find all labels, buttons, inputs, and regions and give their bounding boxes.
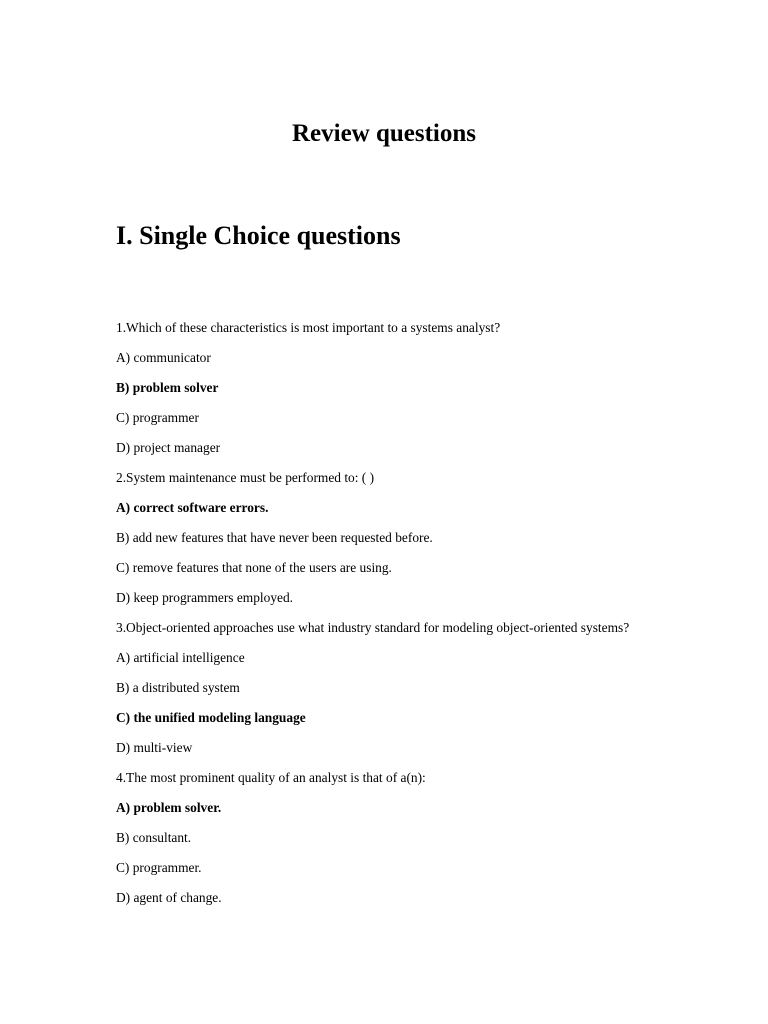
answer-option: A) artificial intelligence: [116, 650, 245, 665]
answer-option-correct: C) the unified modeling language: [116, 710, 306, 725]
answer-option: B) consultant.: [116, 830, 192, 845]
answer-option: D) keep programmers employed.: [116, 590, 293, 605]
answer-option-correct: A) problem solver.: [116, 800, 222, 815]
question-prompt: 3.Object-oriented approaches use what industry standard for modeling object-oriented systems?: [116, 620, 630, 635]
answer-option: B) a distributed system: [116, 680, 240, 695]
answer-option: D) project manager: [116, 440, 221, 455]
answer-option: D) multi-view: [116, 740, 193, 755]
question-list: [116, 318, 656, 918]
answer-option: C) remove features that none of the users are using.: [116, 560, 392, 575]
section-heading: I. Single Choice questions: [116, 221, 401, 250]
question-prompt: 1.Which of these characteristics is most important to a systems analyst?: [116, 320, 501, 335]
answer-option: A) communicator: [116, 350, 211, 365]
page-title: Review questions: [291, 120, 477, 147]
answer-option-correct: A) correct software errors.: [116, 500, 269, 515]
answer-option: B) add new features that have never been requested before.: [116, 530, 433, 545]
question-prompt: 4.The most prominent quality of an analyst is that of a(n):: [116, 770, 426, 785]
answer-option: C) programmer: [116, 410, 199, 425]
answer-option: C) programmer.: [116, 860, 202, 875]
answer-option-correct: B) problem solver: [116, 380, 219, 395]
question-prompt: 2.System maintenance must be performed to: ( ): [116, 470, 375, 485]
answer-option: D) agent of change.: [116, 890, 222, 905]
